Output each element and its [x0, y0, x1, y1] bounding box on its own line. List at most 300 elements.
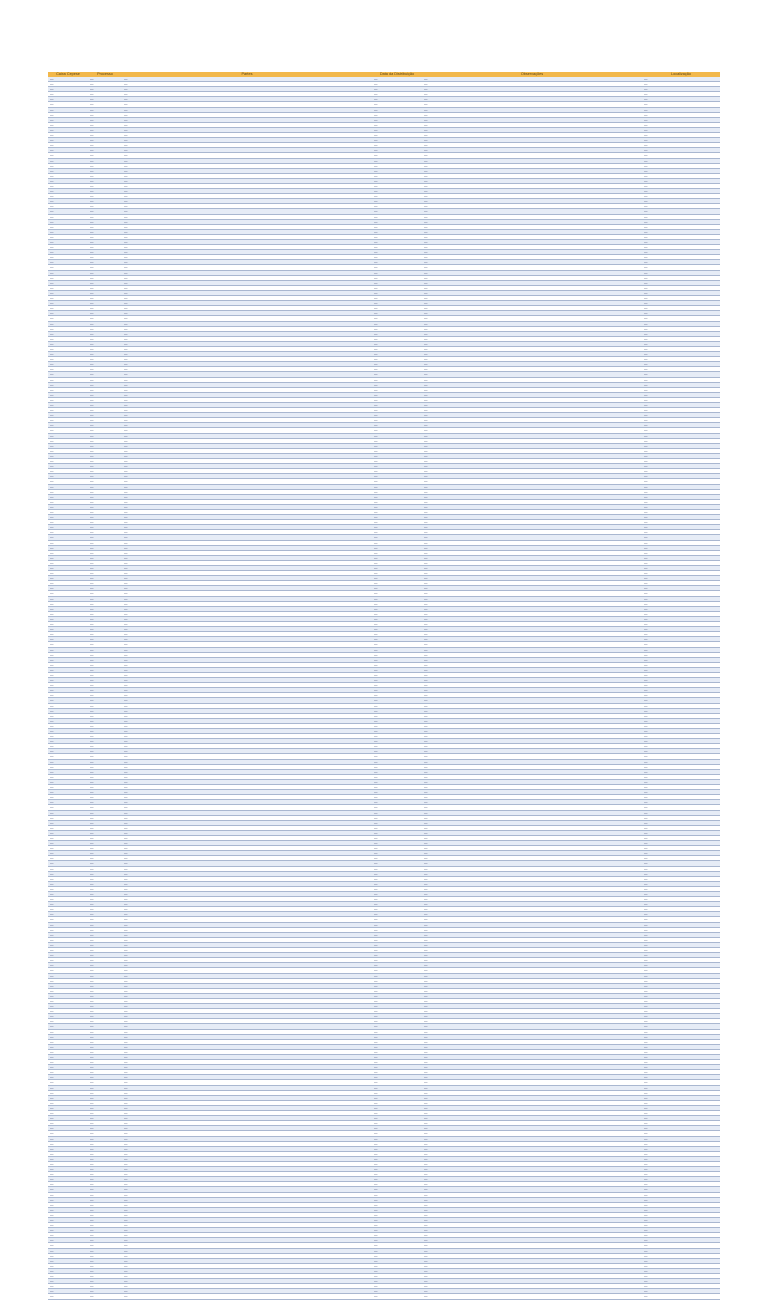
cell-date: —: [372, 438, 422, 443]
cell-date: —: [372, 805, 422, 810]
cell-location: —: [642, 290, 720, 295]
cell-box: —: [48, 397, 88, 402]
cell-location: —: [642, 107, 720, 112]
cell-date: —: [372, 250, 422, 255]
cell-parties: —: [122, 744, 372, 749]
cell-parties: —: [122, 484, 372, 489]
cell-observations: —: [422, 540, 642, 545]
cell-observations: —: [422, 530, 642, 535]
cell-parties: —: [122, 392, 372, 397]
cell-box: —: [48, 285, 88, 290]
cell-process: —: [88, 418, 122, 423]
cell-box: —: [48, 1004, 88, 1009]
cell-box: —: [48, 688, 88, 693]
cell-box: —: [48, 173, 88, 178]
cell-parties: —: [122, 1218, 372, 1223]
cell-process: —: [88, 520, 122, 525]
cell-date: —: [372, 1187, 422, 1192]
cell-location: —: [642, 306, 720, 311]
cell-parties: —: [122, 927, 372, 932]
cell-process: —: [88, 438, 122, 443]
cell-parties: —: [122, 428, 372, 433]
cell-parties: —: [122, 285, 372, 290]
cell-parties: —: [122, 1274, 372, 1279]
cell-process: —: [88, 469, 122, 474]
cell-parties: —: [122, 1253, 372, 1258]
cell-box: —: [48, 1284, 88, 1289]
cell-process: —: [88, 443, 122, 448]
cell-location: —: [642, 321, 720, 326]
cell-box: —: [48, 494, 88, 499]
cell-box: —: [48, 1060, 88, 1065]
cell-location: —: [642, 1146, 720, 1151]
cell-process: —: [88, 576, 122, 581]
cell-date: —: [372, 876, 422, 881]
cell-observations: —: [422, 1233, 642, 1238]
cell-parties: —: [122, 846, 372, 851]
cell-observations: —: [422, 433, 642, 438]
cell-box: —: [48, 998, 88, 1003]
cell-location: —: [642, 1100, 720, 1105]
cell-location: —: [642, 448, 720, 453]
cell-date: —: [372, 168, 422, 173]
cell-observations: —: [422, 657, 642, 662]
cell-location: —: [642, 830, 720, 835]
cell-location: —: [642, 352, 720, 357]
cell-location: —: [642, 469, 720, 474]
cell-date: —: [372, 1202, 422, 1207]
cell-process: —: [88, 1192, 122, 1197]
cell-process: —: [88, 377, 122, 382]
cell-process: —: [88, 1268, 122, 1273]
cell-observations: —: [422, 255, 642, 260]
cell-location: —: [642, 92, 720, 97]
cell-observations: —: [422, 805, 642, 810]
cell-parties: —: [122, 1034, 372, 1039]
cell-date: —: [372, 560, 422, 565]
cell-box: —: [48, 535, 88, 540]
cell-process: —: [88, 881, 122, 886]
cell-process: —: [88, 321, 122, 326]
cell-observations: —: [422, 876, 642, 881]
cell-location: —: [642, 815, 720, 820]
cell-parties: —: [122, 647, 372, 652]
cell-observations: —: [422, 97, 642, 102]
cell-observations: —: [422, 1065, 642, 1070]
cell-observations: —: [422, 525, 642, 530]
cell-box: —: [48, 321, 88, 326]
cell-location: —: [642, 601, 720, 606]
cell-parties: —: [122, 494, 372, 499]
cell-box: —: [48, 479, 88, 484]
cell-parties: —: [122, 800, 372, 805]
cell-observations: —: [422, 861, 642, 866]
cell-date: —: [372, 392, 422, 397]
cell-location: —: [642, 1161, 720, 1166]
cell-observations: —: [422, 403, 642, 408]
cell-location: —: [642, 1258, 720, 1263]
cell-parties: —: [122, 835, 372, 840]
cell-box: —: [48, 723, 88, 728]
cell-date: —: [372, 591, 422, 596]
cell-parties: —: [122, 525, 372, 530]
cell-observations: —: [422, 937, 642, 942]
cell-location: —: [642, 153, 720, 158]
cell-location: —: [642, 835, 720, 840]
cell-observations: —: [422, 1228, 642, 1233]
cell-box: —: [48, 240, 88, 245]
cell-observations: —: [422, 428, 642, 433]
cell-process: —: [88, 1121, 122, 1126]
cell-date: —: [372, 729, 422, 734]
cell-process: —: [88, 662, 122, 667]
cell-observations: —: [422, 1116, 642, 1121]
cell-box: —: [48, 1105, 88, 1110]
cell-box: —: [48, 92, 88, 97]
cell-box: —: [48, 560, 88, 565]
cell-process: —: [88, 1070, 122, 1075]
cell-process: —: [88, 657, 122, 662]
cell-parties: —: [122, 830, 372, 835]
cell-process: —: [88, 453, 122, 458]
cell-box: —: [48, 77, 88, 82]
cell-date: —: [372, 1039, 422, 1044]
cell-location: —: [642, 413, 720, 418]
cell-location: —: [642, 586, 720, 591]
cell-date: —: [372, 616, 422, 621]
cell-box: —: [48, 392, 88, 397]
cell-box: —: [48, 301, 88, 306]
cell-parties: —: [122, 377, 372, 382]
cell-date: —: [372, 601, 422, 606]
cell-observations: —: [422, 1207, 642, 1212]
cell-location: —: [642, 774, 720, 779]
cell-process: —: [88, 1039, 122, 1044]
cell-process: —: [88, 1289, 122, 1294]
cell-observations: —: [422, 194, 642, 199]
cell-location: —: [642, 260, 720, 265]
cell-observations: —: [422, 270, 642, 275]
cell-process: —: [88, 596, 122, 601]
cell-observations: —: [422, 856, 642, 861]
cell-parties: —: [122, 948, 372, 953]
cell-process: —: [88, 306, 122, 311]
cell-parties: —: [122, 403, 372, 408]
cell-location: —: [642, 1055, 720, 1060]
cell-date: —: [372, 148, 422, 153]
cell-date: —: [372, 535, 422, 540]
cell-location: —: [642, 1085, 720, 1090]
cell-location: —: [642, 703, 720, 708]
cell-box: —: [48, 983, 88, 988]
cell-date: —: [372, 418, 422, 423]
cell-location: —: [642, 1212, 720, 1217]
cell-process: —: [88, 234, 122, 239]
cell-box: —: [48, 209, 88, 214]
cell-process: —: [88, 627, 122, 632]
cell-location: —: [642, 214, 720, 219]
cell-process: —: [88, 346, 122, 351]
cell-box: —: [48, 942, 88, 947]
cell-parties: —: [122, 199, 372, 204]
cell-observations: —: [422, 443, 642, 448]
cell-location: —: [642, 484, 720, 489]
cell-box: —: [48, 367, 88, 372]
cell-date: —: [372, 117, 422, 122]
cell-location: —: [642, 876, 720, 881]
cell-box: —: [48, 260, 88, 265]
cell-date: —: [372, 958, 422, 963]
cell-parties: —: [122, 596, 372, 601]
cell-box: —: [48, 810, 88, 815]
cell-observations: —: [422, 77, 642, 82]
cell-observations: —: [422, 1258, 642, 1263]
cell-date: —: [372, 494, 422, 499]
cell-parties: —: [122, 1029, 372, 1034]
cell-date: —: [372, 892, 422, 897]
cell-parties: —: [122, 851, 372, 856]
cell-box: —: [48, 189, 88, 194]
cell-date: —: [372, 255, 422, 260]
cell-box: —: [48, 148, 88, 153]
cell-observations: —: [422, 352, 642, 357]
cell-observations: —: [422, 983, 642, 988]
cell-process: —: [88, 316, 122, 321]
cell-date: —: [372, 382, 422, 387]
cell-observations: —: [422, 881, 642, 886]
cell-process: —: [88, 255, 122, 260]
cell-date: —: [372, 82, 422, 87]
cell-observations: —: [422, 1177, 642, 1182]
cell-parties: —: [122, 168, 372, 173]
cell-box: —: [48, 1248, 88, 1253]
cell-parties: —: [122, 779, 372, 784]
cell-box: —: [48, 275, 88, 280]
cell-process: —: [88, 953, 122, 958]
cell-date: —: [372, 846, 422, 851]
cell-parties: —: [122, 418, 372, 423]
cell-observations: —: [422, 678, 642, 683]
cell-parties: —: [122, 423, 372, 428]
cell-parties: —: [122, 148, 372, 153]
cell-observations: —: [422, 1121, 642, 1126]
cell-location: —: [642, 841, 720, 846]
cell-box: —: [48, 795, 88, 800]
cell-location: —: [642, 846, 720, 851]
cell-location: —: [642, 112, 720, 117]
cell-box: —: [48, 469, 88, 474]
cell-date: —: [372, 830, 422, 835]
cell-date: —: [372, 367, 422, 372]
cell-date: —: [372, 515, 422, 520]
cell-box: —: [48, 1187, 88, 1192]
cell-process: —: [88, 229, 122, 234]
cell-date: —: [372, 622, 422, 627]
cell-box: —: [48, 892, 88, 897]
cell-location: —: [642, 1131, 720, 1136]
cell-parties: —: [122, 1024, 372, 1029]
cell-location: —: [642, 255, 720, 260]
cell-location: —: [642, 1049, 720, 1054]
cell-date: —: [372, 1126, 422, 1131]
cell-process: —: [88, 932, 122, 937]
cell-parties: —: [122, 82, 372, 87]
cell-box: —: [48, 667, 88, 672]
cell-box: —: [48, 937, 88, 942]
cell-parties: —: [122, 153, 372, 158]
cell-location: —: [642, 632, 720, 637]
cell-box: —: [48, 97, 88, 102]
cell-date: —: [372, 173, 422, 178]
cell-process: —: [88, 1218, 122, 1223]
cell-location: —: [642, 515, 720, 520]
cell-process: —: [88, 830, 122, 835]
cell-location: —: [642, 372, 720, 377]
cell-location: —: [642, 97, 720, 102]
cell-observations: —: [422, 143, 642, 148]
cell-location: —: [642, 1044, 720, 1049]
cell-date: —: [372, 183, 422, 188]
cell-parties: —: [122, 1121, 372, 1126]
cell-date: —: [372, 1223, 422, 1228]
cell-observations: —: [422, 133, 642, 138]
cell-location: —: [642, 1111, 720, 1116]
cell-box: —: [48, 316, 88, 321]
cell-process: —: [88, 637, 122, 642]
cell-box: —: [48, 1253, 88, 1258]
cell-location: —: [642, 285, 720, 290]
cell-parties: —: [122, 1105, 372, 1110]
cell-parties: —: [122, 988, 372, 993]
cell-process: —: [88, 907, 122, 912]
cell-box: —: [48, 509, 88, 514]
cell-observations: —: [422, 754, 642, 759]
cell-location: —: [642, 795, 720, 800]
cell-observations: —: [422, 749, 642, 754]
cell-location: —: [642, 311, 720, 316]
cell-location: —: [642, 173, 720, 178]
cell-box: —: [48, 1121, 88, 1126]
cell-date: —: [372, 1055, 422, 1060]
cell-date: —: [372, 627, 422, 632]
cell-process: —: [88, 484, 122, 489]
cell-observations: —: [422, 163, 642, 168]
cell-date: —: [372, 953, 422, 958]
cell-observations: —: [422, 739, 642, 744]
cell-parties: —: [122, 1100, 372, 1105]
cell-date: —: [372, 1095, 422, 1100]
cell-process: —: [88, 1009, 122, 1014]
cell-location: —: [642, 336, 720, 341]
cell-observations: —: [422, 622, 642, 627]
cell-parties: —: [122, 953, 372, 958]
cell-parties: —: [122, 749, 372, 754]
cell-observations: —: [422, 250, 642, 255]
cell-box: —: [48, 805, 88, 810]
cell-location: —: [642, 866, 720, 871]
cell-location: —: [642, 1090, 720, 1095]
cell-date: —: [372, 1161, 422, 1166]
cell-parties: —: [122, 907, 372, 912]
cell-box: —: [48, 861, 88, 866]
cell-observations: —: [422, 667, 642, 672]
cell-location: —: [642, 958, 720, 963]
cell-date: —: [372, 1019, 422, 1024]
cell-process: —: [88, 387, 122, 392]
cell-location: —: [642, 698, 720, 703]
cell-date: —: [372, 1243, 422, 1248]
cell-parties: —: [122, 734, 372, 739]
cell-process: —: [88, 1253, 122, 1258]
cell-process: —: [88, 861, 122, 866]
cell-location: —: [642, 280, 720, 285]
cell-process: —: [88, 372, 122, 377]
cell-box: —: [48, 922, 88, 927]
cell-parties: —: [122, 352, 372, 357]
cell-observations: —: [422, 372, 642, 377]
cell-parties: —: [122, 1009, 372, 1014]
cell-parties: —: [122, 346, 372, 351]
cell-date: —: [372, 606, 422, 611]
cell-location: —: [642, 800, 720, 805]
cell-date: —: [372, 678, 422, 683]
cell-location: —: [642, 662, 720, 667]
cell-observations: —: [422, 504, 642, 509]
cell-observations: —: [422, 438, 642, 443]
cell-location: —: [642, 871, 720, 876]
cell-parties: —: [122, 316, 372, 321]
cell-parties: —: [122, 387, 372, 392]
cell-observations: —: [422, 708, 642, 713]
cell-location: —: [642, 530, 720, 535]
cell-location: —: [642, 902, 720, 907]
cell-process: —: [88, 790, 122, 795]
cell-date: —: [372, 1080, 422, 1085]
cell-date: —: [372, 1172, 422, 1177]
cell-date: —: [372, 178, 422, 183]
cell-parties: —: [122, 1044, 372, 1049]
cell-observations: —: [422, 871, 642, 876]
cell-observations: —: [422, 616, 642, 621]
cell-process: —: [88, 515, 122, 520]
cell-observations: —: [422, 764, 642, 769]
cell-observations: —: [422, 785, 642, 790]
cell-observations: —: [422, 591, 642, 596]
cell-date: —: [372, 1268, 422, 1273]
cell-observations: —: [422, 265, 642, 270]
cell-parties: —: [122, 530, 372, 535]
cell-location: —: [642, 489, 720, 494]
cell-process: —: [88, 825, 122, 830]
cell-parties: —: [122, 937, 372, 942]
cell-date: —: [372, 698, 422, 703]
cell-location: —: [642, 357, 720, 362]
cell-date: —: [372, 1075, 422, 1080]
cell-date: —: [372, 703, 422, 708]
cell-date: —: [372, 886, 422, 891]
cell-process: —: [88, 642, 122, 647]
cell-parties: —: [122, 296, 372, 301]
cell-location: —: [642, 403, 720, 408]
cell-process: —: [88, 550, 122, 555]
cell-process: —: [88, 474, 122, 479]
cell-observations: —: [422, 331, 642, 336]
cell-location: —: [642, 917, 720, 922]
cell-date: —: [372, 326, 422, 331]
cell-process: —: [88, 117, 122, 122]
cell-box: —: [48, 413, 88, 418]
cell-observations: —: [422, 550, 642, 555]
